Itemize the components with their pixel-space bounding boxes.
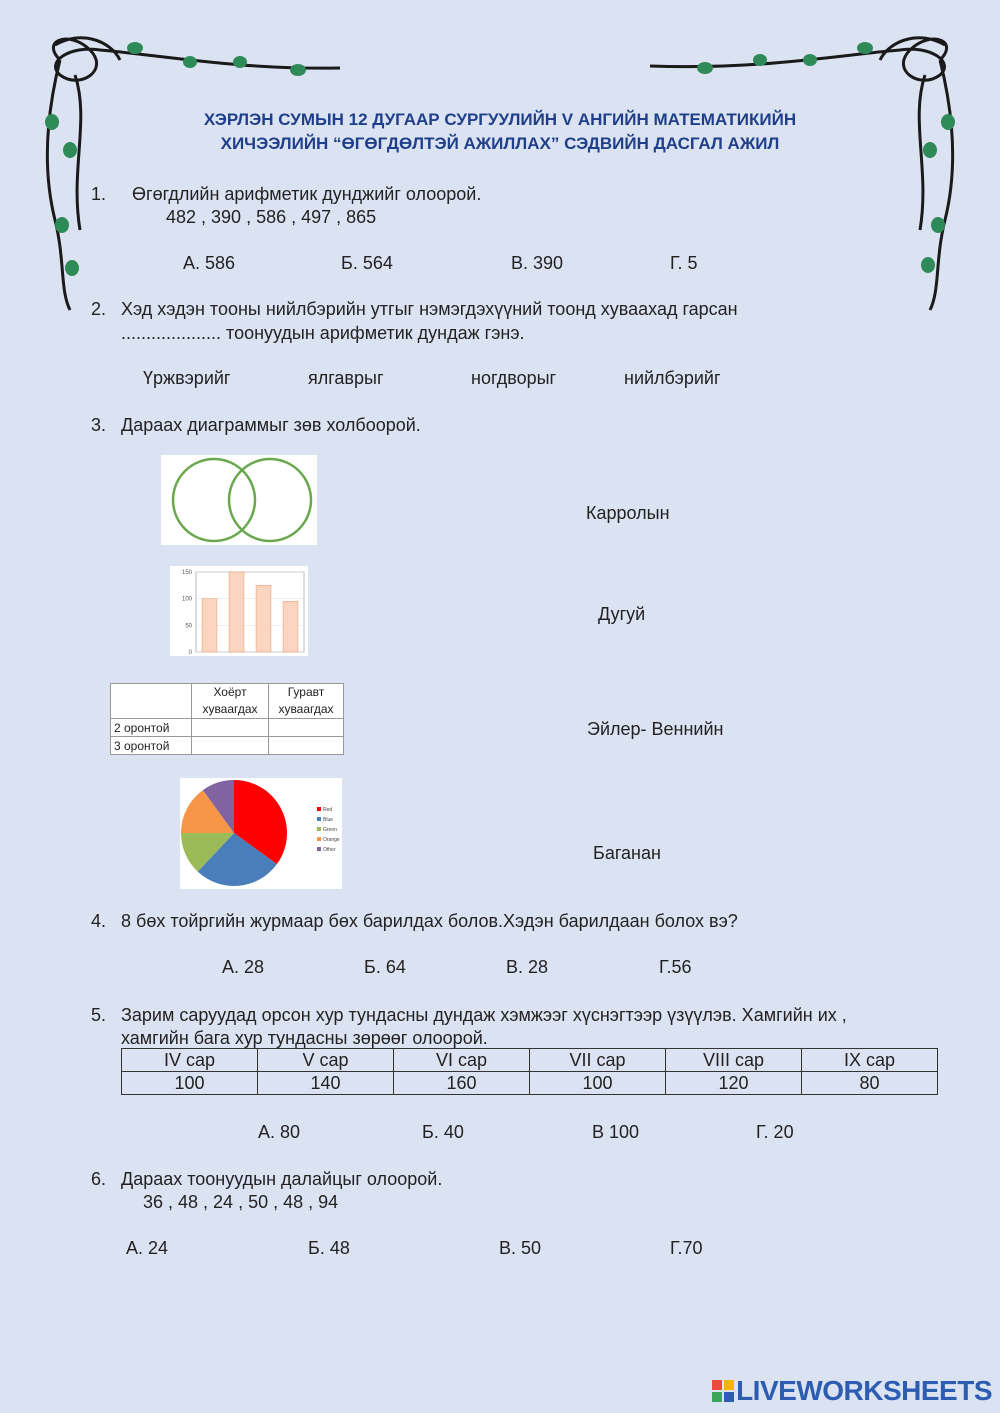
rainfall-header-row <box>122 1049 938 1072</box>
q3-label-venn[interactable]: Эйлер- Веннийн <box>587 719 724 739</box>
pie-legend-swatch <box>317 807 321 811</box>
month-cell: VI сар <box>394 1049 530 1072</box>
value-cell: 100 <box>530 1072 666 1095</box>
q3-number: 3. <box>91 415 107 435</box>
bar-chart-tick-label: 0 <box>188 650 192 656</box>
q1-option-b[interactable]: Б. 564 <box>341 253 393 273</box>
q6-option-b[interactable]: Б. 48 <box>308 1238 350 1258</box>
month-cell: IV сар <box>122 1049 258 1072</box>
value-cell: 140 <box>258 1072 394 1095</box>
month-cell: V сар <box>258 1049 394 1072</box>
q6-option-c[interactable]: В. 50 <box>499 1238 542 1258</box>
q6-number: 6. <box>91 1169 107 1189</box>
value-cell: 100 <box>122 1072 258 1095</box>
q2-option-3[interactable]: ногдворыг <box>471 368 557 388</box>
liveworksheets-mark-icon <box>712 1380 734 1402</box>
q1-number: 1. <box>91 184 107 204</box>
carroll-row-label-2: 3 оронтой <box>111 737 192 755</box>
q2-text-line2: .................... тоонуудын арифметик дундаж гэнэ. <box>121 323 525 343</box>
q5-text-line2: хамгийн бага хур тундасны зөрөөг олоорой. <box>121 1028 488 1048</box>
pie-chart[interactable] <box>180 778 342 889</box>
q5-option-c[interactable]: В 100 <box>592 1122 640 1142</box>
q3-label-carroll[interactable]: Карролын <box>586 503 670 523</box>
q2-option-1[interactable]: Үржвэрийг <box>143 368 231 388</box>
venn-diagram[interactable] <box>161 455 317 545</box>
q6-option-a[interactable]: А. 24 <box>126 1238 169 1258</box>
q1-option-a[interactable]: А. 586 <box>183 253 236 273</box>
pie-legend-label: Red <box>323 807 333 813</box>
worksheet-title-line2: ХИЧЭЭЛИЙН “ӨГӨГДӨЛТЭЙ АЖИЛЛАХ” СЭДВИЙН ДАСГАЛ АЖИЛ <box>220 134 780 153</box>
carroll-row-label-1: 2 оронтой <box>111 719 192 737</box>
pie-legend-swatch <box>317 837 321 841</box>
carroll-cell <box>269 719 344 737</box>
pie-legend-label: Green <box>323 827 337 833</box>
bar-chart-tick-label: 150 <box>181 570 192 576</box>
q4-number: 4. <box>91 911 107 931</box>
month-cell: VIII сар <box>666 1049 802 1072</box>
carroll-table[interactable] <box>110 683 344 755</box>
carroll-cell <box>269 737 344 755</box>
q2-number: 2. <box>91 299 107 319</box>
value-cell: 80 <box>802 1072 938 1095</box>
bar-chart-tick-label: 50 <box>185 623 192 630</box>
carroll-header-1: Хоёрт хуваагдах <box>192 684 269 719</box>
q4-option-c[interactable]: В. 28 <box>506 957 549 977</box>
carroll-corner-cell <box>111 684 192 719</box>
bar-chart-bar <box>202 599 217 652</box>
month-cell: IX сар <box>802 1049 938 1072</box>
q3-label-pie[interactable]: Дугуй <box>598 604 646 624</box>
pie-legend-label: Blue <box>323 817 334 823</box>
q4-option-b[interactable]: Б. 64 <box>364 957 406 977</box>
q1-option-c[interactable]: В. 390 <box>511 253 564 273</box>
carroll-cell <box>192 719 269 737</box>
q3-label-bar[interactable]: Баганан <box>593 843 661 863</box>
pie-legend-swatch <box>317 827 321 831</box>
pie-legend-label: Other <box>323 847 336 853</box>
rainfall-value-row <box>122 1072 938 1095</box>
q1-data: 482 , 390 , 586 , 497 , 865 <box>166 207 377 227</box>
venn-circle-left <box>173 459 255 541</box>
q3-text: Дараах диаграммыг зөв холбоорой. <box>121 415 421 435</box>
q2-option-2[interactable]: ялгаврыг <box>308 368 384 388</box>
q2-option-4[interactable]: нийлбэрийг <box>624 368 721 388</box>
q5-option-d[interactable]: Г. 20 <box>756 1122 794 1142</box>
bar-chart[interactable] <box>170 566 308 656</box>
q4-text: 8 бөх тойргийн журмаар бөх барилдах болов.Хэдэн барилдаан болох вэ? <box>121 911 738 931</box>
liveworksheets-logo-text: LIVEWORKSHEETS <box>736 1375 992 1406</box>
pie-legend-swatch <box>317 817 321 821</box>
q1-option-d[interactable]: Г. 5 <box>670 253 698 273</box>
value-cell: 120 <box>666 1072 802 1095</box>
q5-text-line1: Зарим саруудад орсон хур тундасны дундаж хэмжээг хүснэгтээр үзүүлэв. Хамгийн их , <box>121 1005 847 1025</box>
value-cell: 160 <box>394 1072 530 1095</box>
carroll-header-2: Гуравт хуваагдах <box>269 684 344 719</box>
rainfall-table <box>121 1048 938 1095</box>
month-cell: VII сар <box>530 1049 666 1072</box>
q1-text: Өгөгдлийн арифметик дунджийг олоорой. <box>132 184 482 204</box>
q6-text: Дараах тоонуудын далайцыг олоорой. <box>121 1169 443 1189</box>
pie-legend-swatch <box>317 847 321 851</box>
vine-ornament <box>0 0 1000 320</box>
bar-chart-bar <box>283 601 298 652</box>
pie-legend-label: Orange <box>323 837 340 843</box>
venn-circle-right <box>229 459 311 541</box>
worksheet-title-line1: ХЭРЛЭН СУМЫН 12 ДУГААР СУРГУУЛИЙН V АНГИЙН МАТЕМАТИКИЙН <box>203 110 797 129</box>
q5-number: 5. <box>91 1005 107 1025</box>
q4-option-a[interactable]: А. 28 <box>222 957 265 977</box>
q4-option-d[interactable]: Г.56 <box>659 957 692 977</box>
carroll-cell <box>192 737 269 755</box>
bar-chart-bar <box>229 572 244 652</box>
bar-chart-tick-label: 100 <box>181 596 192 603</box>
liveworksheets-logo[interactable] <box>712 1375 992 1407</box>
bar-chart-bar <box>256 585 271 652</box>
q6-option-d[interactable]: Г.70 <box>670 1238 703 1258</box>
q5-option-a[interactable]: А. 80 <box>258 1122 301 1142</box>
q5-option-b[interactable]: Б. 40 <box>422 1122 464 1142</box>
q6-data: 36 , 48 , 24 , 50 , 48 , 94 <box>143 1192 339 1212</box>
q2-text-line1: Хэд хэдэн тооны нийлбэрийн утгыг нэмэгдэхүүний тоонд хуваахад гарсан <box>121 299 738 319</box>
